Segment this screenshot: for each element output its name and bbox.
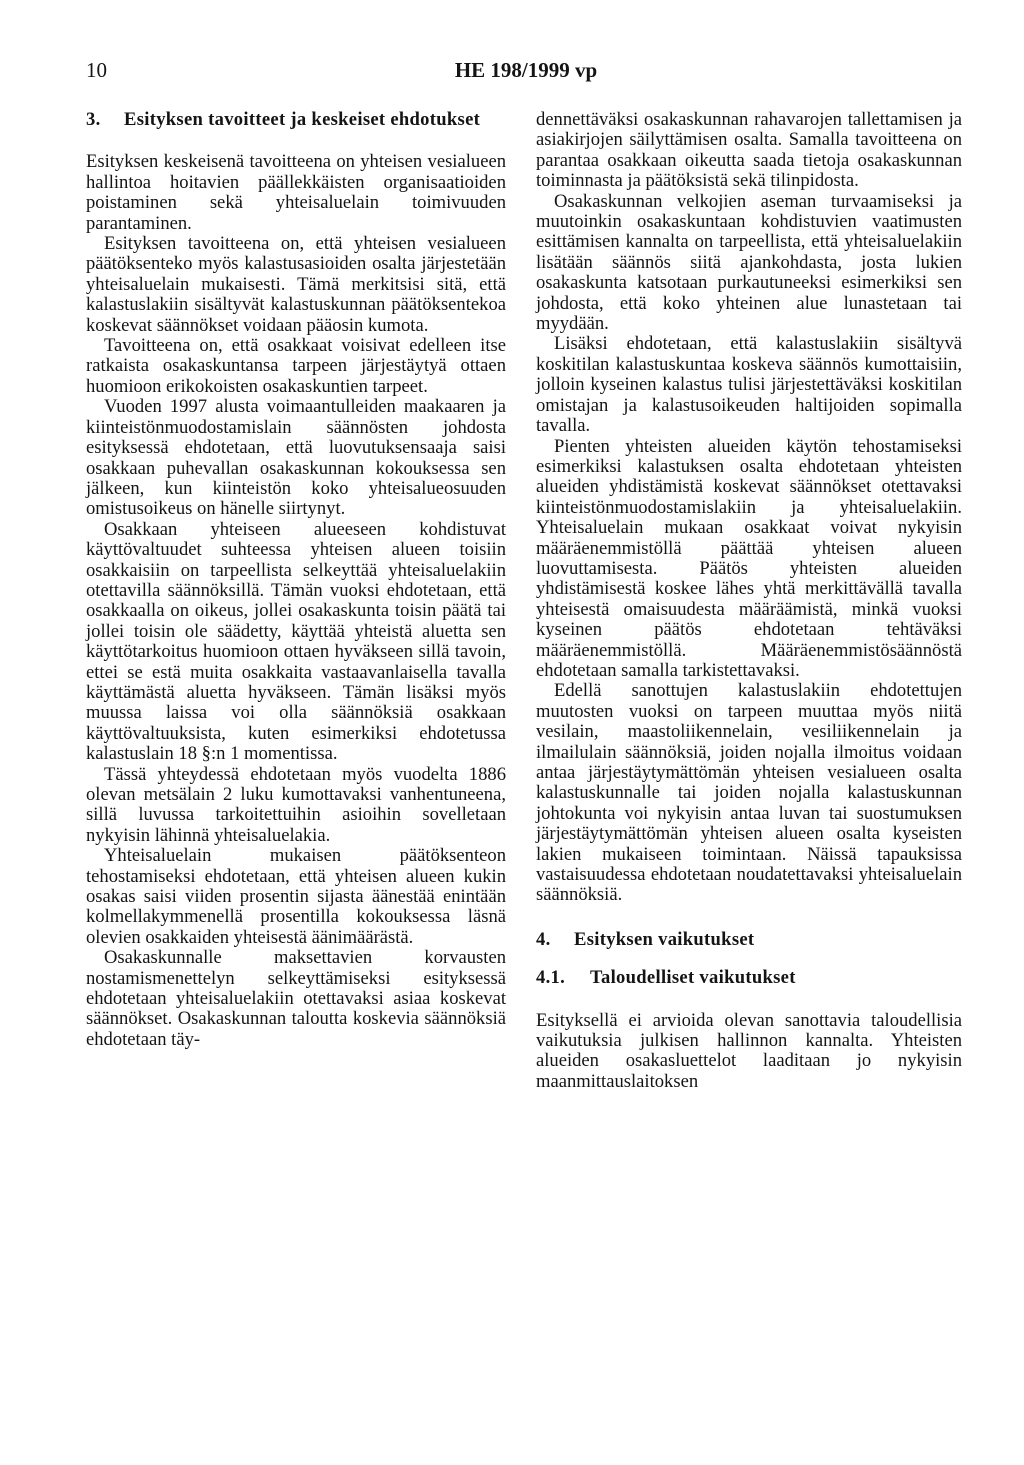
paragraph: Tässä yhteydessä ehdotetaan myös vuodelta 1886 olevan metsälain 2 luku kumottavaksi vanhentuneena, sillä luvussa tarkoitettuihin asioihin sovelletaan nykyisin lähinnä yhteisaluelakia.: [86, 763, 506, 846]
page-number: 10: [86, 58, 107, 82]
paragraph: Osakkaan yhteiseen alueeseen kohdistuvat käyttövaltuudet suhteessa yhteisen alueen toisiin osakkaisiin on tarpeellista selkeyttää yhteisaluelakiin otettavilla säännöksillä. Tämän vuoksi ehdotetaan, että osakkaalla on oikeus, jollei osakaskunta toisin päätä tai jollei toisin ole säädetty, käyttää yhteistä aluetta sen käyttötarkoitus huomioon ottaen hyväkseen sillä tavoin, ettei se estä muita osakkaita vastaavanlaisella tavalla käyttämästä aluetta hyväkseen. Tämän lisäksi myös muussa laissa voi olla säännöksiä osakkaan käyttövaltuuksista, kuten esimerkiksi ehdotetussa kalastuslain 18 §:n 1 momentissa.: [86, 518, 506, 765]
paragraph: Edellä sanottujen kalastuslakiin ehdotettujen muutosten vuoksi on tarpeen muuttaa myös niitä vesilain, maastoliikennelain, vesiliikennelain ja ilmailulain säännöksiä, joiden nojalla ilmoitus voidaan antaa järjestäytymättömän yhteisen vesialueen osalta kalastuskunnalle tai joiden nojalla kalastuskunnan johtokunta voi nykyisin antaa luvan tai suostumuksen järjestäytymättömän yhteisen alueen osalta kyseisten lakien mukaiseen toimintaan. Näissä tapauksissa vastaisuudessa ehdotetaan noudatettavaksi yhteisaluelain säännöksiä.: [536, 680, 962, 906]
document-id: HE 198/1999 vp: [454, 58, 598, 82]
paragraph: Osakaskunnalle maksettavien korvausten nostamismenettelyn selkeyttämiseksi esityksessä ehdotetaan yhteisaluelakiin otettavaksi asiaa koskevat säännökset. Osakaskunnan taloutta koskevia säännöksiä ehdotetaan täy-: [86, 947, 506, 1050]
left-column: [86, 110, 506, 1050]
right-column: [536, 110, 962, 1092]
section-number: 3.: [86, 109, 101, 130]
section-title: Esityksen vaikutukset: [574, 928, 755, 950]
section-number: 4.1.: [536, 967, 566, 989]
paragraph: dennettäväksi osakaskunnan rahavarojen tallettamisen ja asiakirjojen säilyttämisen osalta. Samalla tavoitteena on parantaa osakkaan oikeutta saada tietoja osakaskunnan toiminnasta ja päätöksistä sekä tilinpidosta.: [536, 109, 962, 192]
paragraph: Tavoitteena on, että osakkaat voisivat edelleen itse ratkaista osakaskuntansa tarpeen järjestäytyä ottaen huomioon erikokoisten osakaskuntien tarpeet.: [86, 335, 506, 397]
section-title: Esityksen tavoitteet ja keskeiset ehdotukset: [124, 109, 481, 130]
page-header: [86, 58, 966, 88]
paragraph: Esityksellä ei arvioida olevan sanottavia taloudellisia vaikutuksia julkisen hallinnon kannalta. Yhteisten alueiden osakasluettelot laaditaan jo nykyisin maanmittauslaitoksen: [536, 1009, 962, 1092]
paragraph: Esityksen tavoitteena on, että yhteisen vesialueen päätöksenteko myös kalastusasioiden osalta järjestetään yhteisaluelain mukaisesti. Tämä merkitsisi sitä, että kalastuslakiin sisältyvät kalastuskunnan päätöksentekoa koskevat säännökset voidaan pääosin kumota.: [86, 233, 506, 336]
paragraph: Esityksen keskeisenä tavoitteena on yhteisen vesialueen hallintoa hoitavien päällekkäisten organisaatioiden poistaminen sekä yhteisaluelain toimivuuden parantaminen.: [86, 151, 506, 234]
section-heading-3: [86, 110, 506, 130]
section-heading-4: [536, 930, 962, 950]
section-title: Taloudelliset vaikutukset: [590, 967, 796, 989]
section-heading-4-1: [536, 968, 962, 988]
paragraph: Vuoden 1997 alusta voimaantulleiden maakaaren ja kiinteistönmuodostamislain säännösten johdosta esityksessä ehdotetaan, että luovutuksensaaja saisi osakkaan puhevallan osakaskunnan kokouksessa sen jälkeen, kun kiinteistön koko yhteisalueosuuden omistusoikeus on hänelle siirtynyt.: [86, 396, 506, 520]
paragraph: Lisäksi ehdotetaan, että kalastuslakiin sisältyvä koskitilan kalastuskuntaa koskeva säännös kumottaisiin, jolloin kyseinen kalastus tulisi järjestettäväksi koskitilan omistajan ja kalastusoikeuden haltijoiden sopimalla tavalla.: [536, 333, 962, 437]
section-number: 4.: [536, 928, 551, 950]
paragraph: Pienten yhteisten alueiden käytön tehostamiseksi esimerkiksi kalastuksen osalta ehdotetaan yhteisten alueiden yhdistämistä koskevat säännökset otettavaksi kiinteistönmuodostamislakiin ja yhteisaluelakiin. Yhteisaluelain mukaan osakkaat voivat nykyisin määräenemmistöllä päättää yhteisen alueen luovuttamisesta. Päätös yhteisten alueiden yhdistämisestä koskee lähes yhtä merkittävällä tavalla yhteisestä omaisuudesta määräämistä, minkä vuoksi kyseinen päätös ehdotetaan tehtäväksi määräenemmistöllä. Määräenemmistösäännöstä ehdotetaan samalla tarkistettavaksi.: [536, 435, 962, 681]
paragraph: Osakaskunnan velkojien aseman turvaamiseksi ja muutoinkin osakaskuntaan kohdistuvien vaatimusten esittämisen kannalta on tarpeellista, että yhteisaluelakiin lisätään säännös siitä ajankohdasta, josta lukien osakaskunta katsotaan purkautuneeksi esimerkiksi sen johdosta, että koko yhteinen alue lunastetaan tai myydään.: [536, 190, 962, 335]
paragraph: Yhteisaluelain mukaisen päätöksenteon tehostamiseksi ehdotetaan, että yhteisen alueen kukin osakas saisi viiden prosentin sijasta äänestää enintään kolmellakymmenellä prosentilla kokouksessa läsnä olevien osakkaiden yhteisestä äänimäärästä.: [86, 845, 506, 948]
